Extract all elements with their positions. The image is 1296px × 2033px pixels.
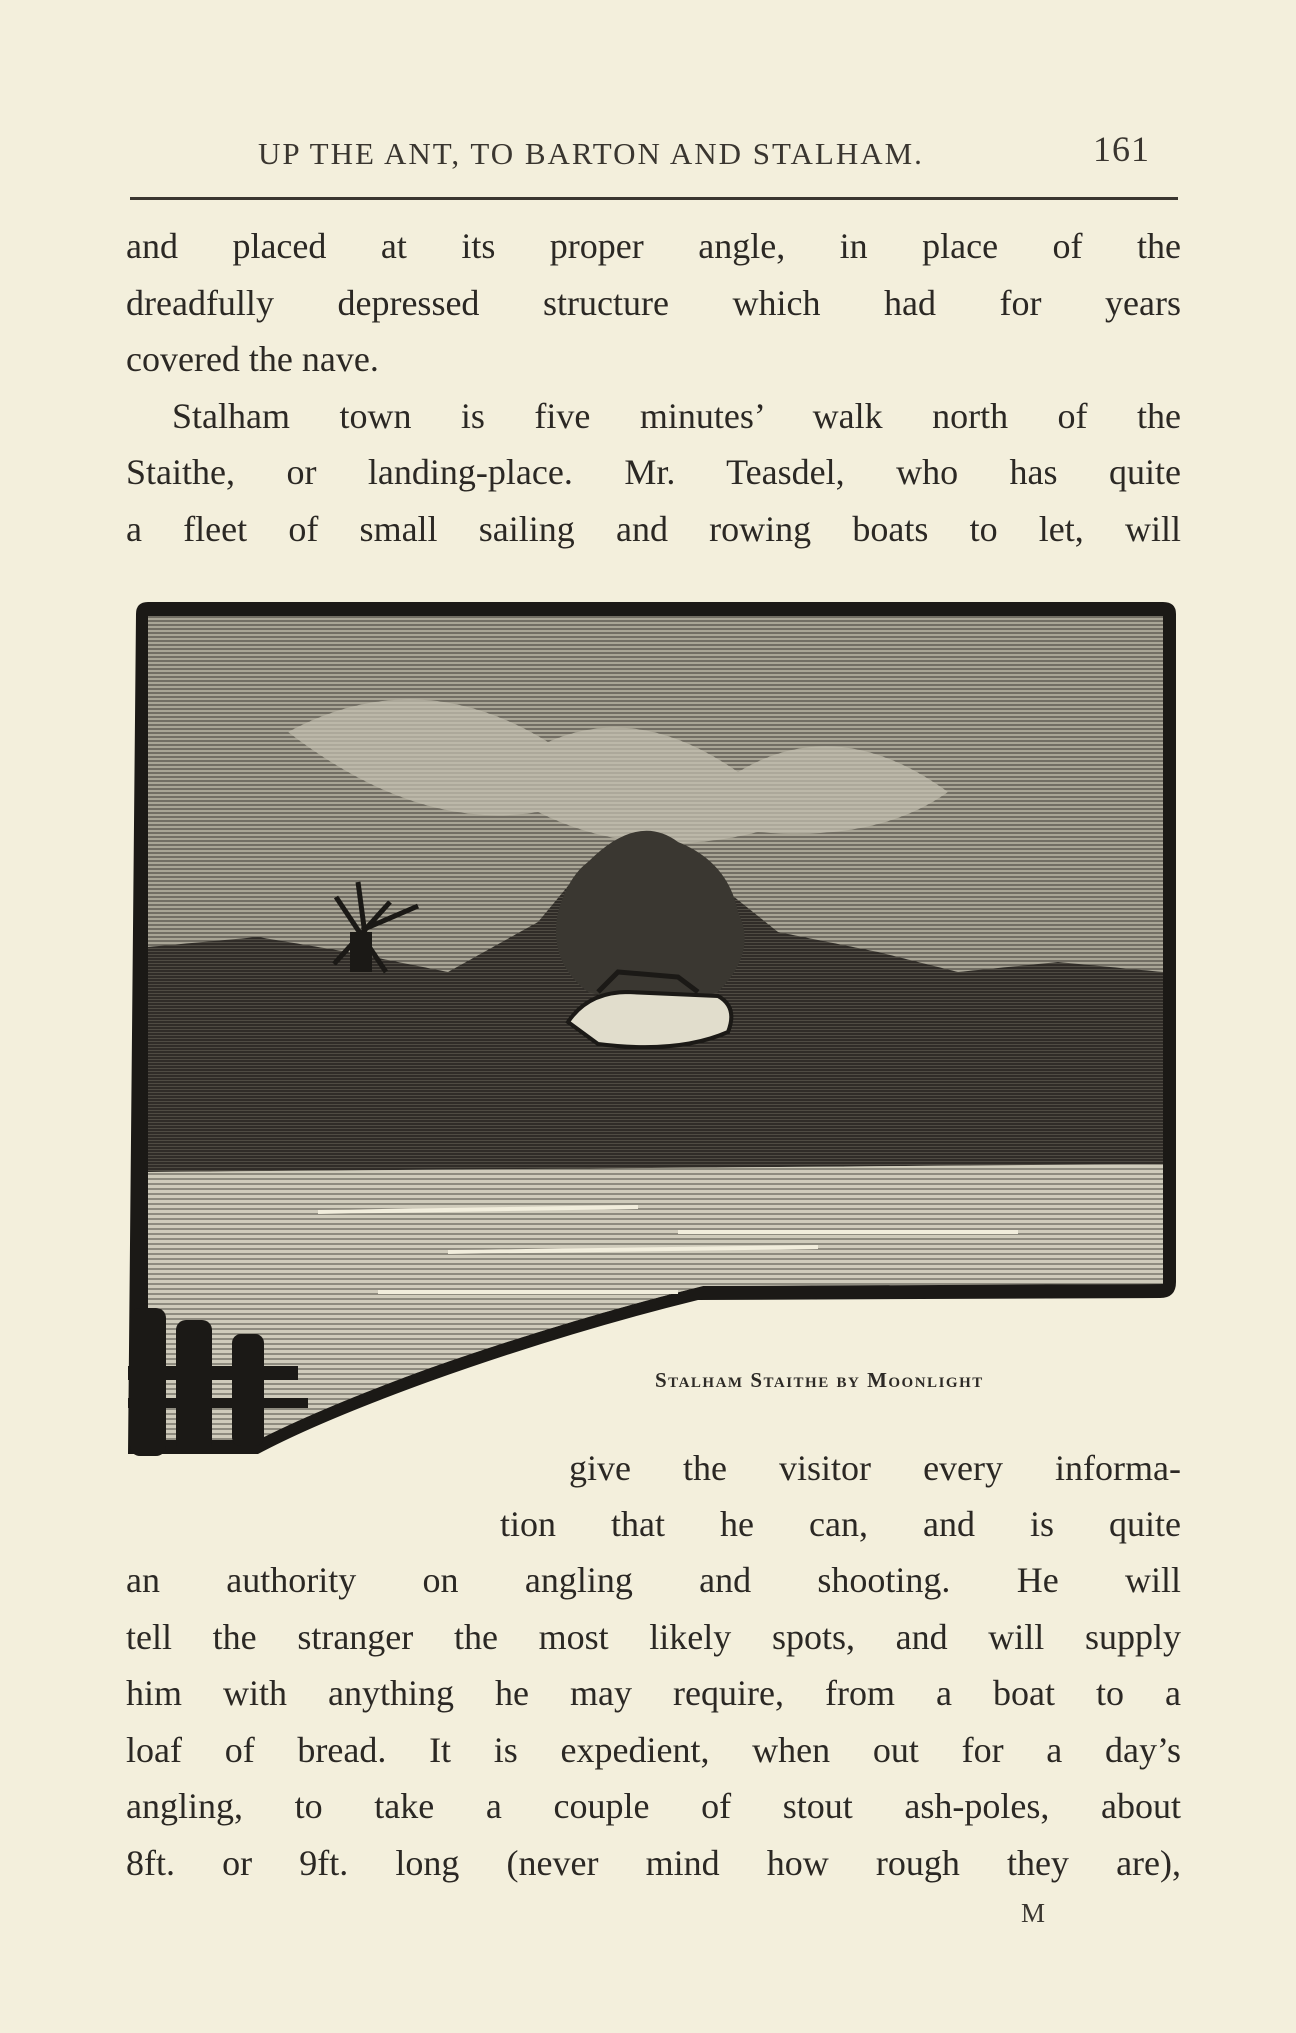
running-title: UP THE ANT, TO BARTON AND STALHAM.	[258, 136, 924, 171]
text-line: a fleet of small sailing and rowing boats to let, will	[126, 508, 1181, 549]
signature-mark: M	[1021, 1898, 1046, 1928]
text-line: tell the stranger the most likely spots, and will supply	[126, 1616, 1181, 1657]
engraving-illustration	[118, 592, 1188, 1502]
running-header	[258, 128, 1178, 178]
text-line: 8ft. or 9ft. long (never mind how rough they are),	[126, 1842, 1181, 1883]
text-line: covered the nave.	[126, 339, 379, 379]
text-bottom	[126, 1552, 1181, 1891]
header-rule	[130, 197, 1178, 200]
text-line: loaf of bread. It is expedient, when out for a day’s	[126, 1729, 1181, 1770]
text-line: him with anything he may require, from a boat to a	[126, 1673, 1181, 1713]
figure-caption: Stalham Staithe by Moonlight	[655, 1368, 984, 1392]
text-line: an authority on angling and shooting. He will	[126, 1560, 1181, 1600]
text-line: dreadfully depressed structure which had for years	[126, 282, 1181, 323]
text-line: and placed at its proper angle, in place of the	[126, 226, 1181, 266]
text-top	[126, 218, 1181, 557]
text-line: give the visitor every informa-	[569, 1448, 1181, 1488]
text-line: angling, to take a couple of stout ash-poles, about	[126, 1786, 1181, 1826]
text-line: tion that he can, and is quite	[500, 1504, 1181, 1544]
page-number: 161	[1093, 129, 1150, 169]
text-line: Staithe, or landing-place. Mr. Teasdel, who has quite	[126, 452, 1181, 492]
text-line: Stalham town is five minutes’ walk north of the	[172, 395, 1181, 436]
